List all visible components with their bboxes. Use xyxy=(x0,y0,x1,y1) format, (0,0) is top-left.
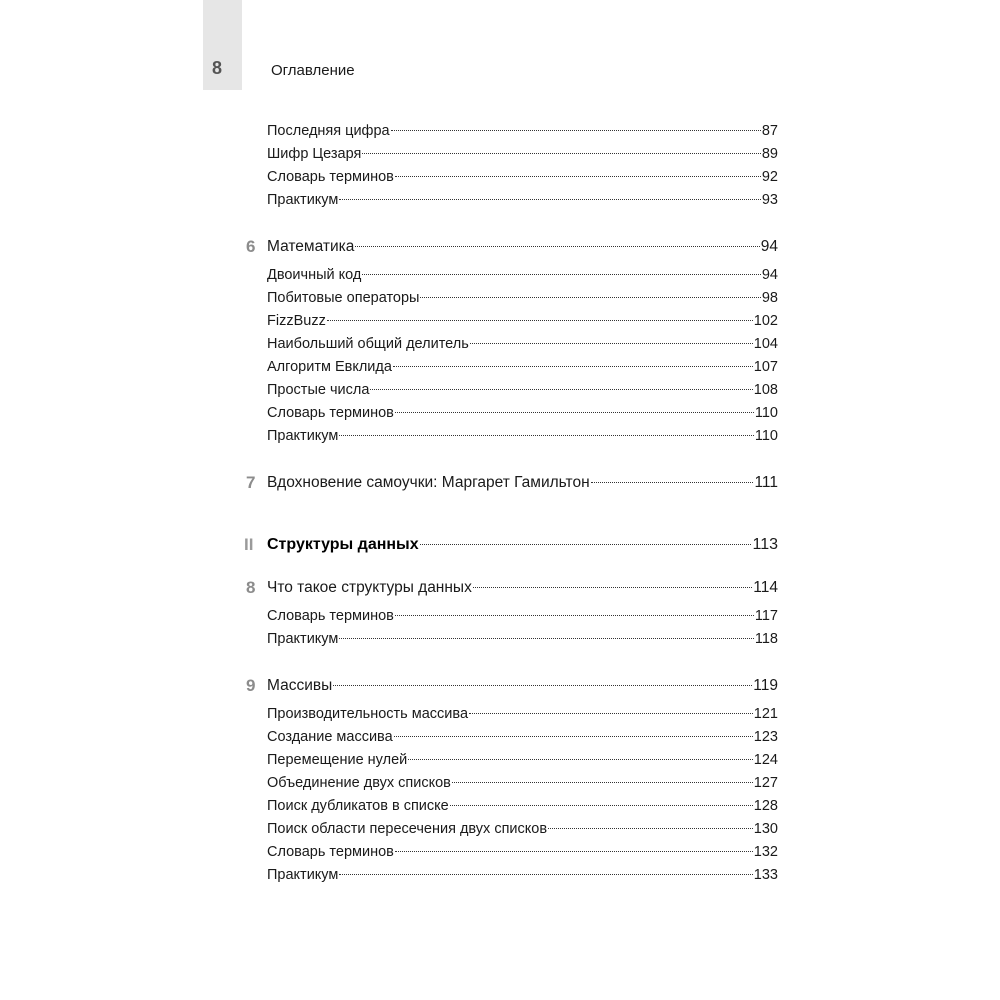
toc-entry-page: 108 xyxy=(753,382,778,398)
dot-leader xyxy=(470,343,753,344)
toc-entry-title: Структуры данных xyxy=(267,536,419,553)
toc-entry[interactable] xyxy=(267,426,778,446)
toc-entry-page: 127 xyxy=(753,775,778,791)
toc-entry-page: 93 xyxy=(761,192,778,208)
toc-entry-page: 89 xyxy=(761,146,778,162)
toc-entry[interactable] xyxy=(267,403,778,423)
dot-leader xyxy=(591,482,754,483)
dot-leader xyxy=(395,851,753,852)
dot-leader xyxy=(452,782,753,783)
toc-entry-title: Практикум xyxy=(267,631,339,647)
toc-entry-page: 133 xyxy=(753,867,778,883)
toc-entry-title: Массивы xyxy=(267,677,333,694)
dot-leader xyxy=(327,320,753,321)
page-number: 8 xyxy=(212,58,223,78)
toc-entry-page: 119 xyxy=(753,677,778,694)
toc-entry-page: 87 xyxy=(761,123,778,139)
toc-entry-title: Перемещение нулей xyxy=(267,752,408,768)
dot-leader xyxy=(473,587,752,588)
toc-entry-page: 130 xyxy=(753,821,778,837)
chapter-number: 6 xyxy=(246,237,256,256)
toc-entry-page: 117 xyxy=(754,608,778,624)
toc-entry-title: Практикум xyxy=(267,192,339,208)
toc-entry-page: 132 xyxy=(753,844,778,860)
toc-entry-page: 128 xyxy=(753,798,778,814)
dot-leader xyxy=(355,246,759,247)
toc-entry[interactable] xyxy=(267,311,778,331)
chapter-number: 7 xyxy=(246,473,256,492)
dot-leader xyxy=(408,759,753,760)
toc-entry-title: Словарь терминов xyxy=(267,844,394,860)
page-number-tab xyxy=(203,0,242,90)
toc-entry-page: 104 xyxy=(753,336,778,352)
toc-entry[interactable] xyxy=(267,167,778,187)
toc-chapter-entry[interactable] xyxy=(246,237,778,257)
toc-entry-title: Побитовые операторы xyxy=(267,290,420,306)
toc-entry-title: Создание массива xyxy=(267,729,393,745)
toc-entry[interactable] xyxy=(267,796,778,816)
toc-entry[interactable] xyxy=(267,121,778,141)
dot-leader xyxy=(333,685,752,686)
toc-entry-title: Двоичный код xyxy=(267,267,362,283)
chapter-number: 9 xyxy=(246,676,256,695)
toc-entry-page: 107 xyxy=(753,359,778,375)
toc-entry-title: Последняя цифра xyxy=(267,123,390,139)
toc-entry-title: FizzBuzz xyxy=(267,313,326,329)
toc-entry[interactable] xyxy=(267,380,778,400)
toc-entry-page: 124 xyxy=(753,752,778,768)
toc-entry[interactable] xyxy=(267,265,778,285)
dot-leader xyxy=(420,544,752,545)
toc-chapter-entry[interactable] xyxy=(246,676,778,696)
dot-leader xyxy=(548,828,753,829)
toc-entry-page: 92 xyxy=(761,169,778,185)
toc-entry[interactable] xyxy=(267,357,778,377)
toc-entry[interactable] xyxy=(267,606,778,626)
toc-entry-page: 111 xyxy=(754,474,778,491)
dot-leader xyxy=(391,130,761,131)
dot-leader xyxy=(339,638,754,639)
toc-entry[interactable] xyxy=(267,704,778,724)
toc-entry-page: 102 xyxy=(753,313,778,329)
dot-leader xyxy=(339,435,754,436)
toc-entry-page: 118 xyxy=(754,631,778,647)
toc-entry[interactable] xyxy=(267,190,778,210)
toc-entry-page: 94 xyxy=(760,238,778,255)
toc-entry-title: Поиск дубликатов в списке xyxy=(267,798,449,814)
toc-entry[interactable] xyxy=(267,865,778,885)
toc-entry[interactable] xyxy=(267,842,778,862)
dot-leader xyxy=(450,805,753,806)
toc-entry-title: Производительность массива xyxy=(267,706,469,722)
dot-leader xyxy=(394,736,753,737)
dot-leader xyxy=(395,412,754,413)
toc-entry-title: Практикум xyxy=(267,867,339,883)
toc-entry[interactable] xyxy=(267,629,778,649)
toc-entry-page: 98 xyxy=(761,290,778,306)
toc-entry-title: Наибольший общий делитель xyxy=(267,336,469,352)
dot-leader xyxy=(393,366,753,367)
dot-leader xyxy=(339,874,752,875)
dot-leader xyxy=(469,713,753,714)
toc-entry-title: Математика xyxy=(267,238,355,255)
chapter-number: 8 xyxy=(246,578,256,597)
toc-entry-title: Объединение двух списков xyxy=(267,775,451,791)
toc-entry[interactable] xyxy=(267,288,778,308)
toc-entry-page: 110 xyxy=(754,428,778,444)
part-number: II xyxy=(244,535,254,554)
toc-entry-page: 123 xyxy=(753,729,778,745)
toc-entry-title: Шифр Цезаря xyxy=(267,146,362,162)
toc-entry[interactable] xyxy=(267,819,778,839)
dot-leader xyxy=(370,389,752,390)
toc-entry-title: Поиск области пересечения двух списков xyxy=(267,821,548,837)
toc-entry-page: 110 xyxy=(754,405,778,421)
toc-entry-title: Простые числа xyxy=(267,382,370,398)
dot-leader xyxy=(339,199,760,200)
dot-leader xyxy=(362,153,761,154)
toc-chapter-entry[interactable] xyxy=(246,473,778,493)
toc-entry-title: Вдохновение самоучки: Маргарет Гамильтон xyxy=(267,474,590,491)
toc-entry[interactable] xyxy=(267,750,778,770)
toc-entry[interactable] xyxy=(267,773,778,793)
dot-leader xyxy=(395,176,761,177)
running-head: Оглавление xyxy=(271,62,355,79)
toc-entry-title: Словарь терминов xyxy=(267,169,394,185)
toc-entry[interactable] xyxy=(267,334,778,354)
toc-entry-page: 121 xyxy=(753,706,778,722)
dot-leader xyxy=(420,297,760,298)
toc-entry-page: 94 xyxy=(761,267,778,283)
toc-entry-page: 114 xyxy=(753,579,778,596)
toc-entry-title: Что такое структуры данных xyxy=(267,579,472,596)
dot-leader xyxy=(395,615,754,616)
toc-entry-title: Словарь терминов xyxy=(267,608,394,624)
toc-entry-title: Алгоритм Евклида xyxy=(267,359,392,375)
toc-entry-title: Словарь терминов xyxy=(267,405,394,421)
toc-part-entry[interactable] xyxy=(244,535,778,555)
toc-chapter-entry[interactable] xyxy=(246,578,778,598)
toc-entry[interactable] xyxy=(267,727,778,747)
toc-entry[interactable] xyxy=(267,144,778,164)
toc-entry-title: Практикум xyxy=(267,428,339,444)
toc-entry-page: 113 xyxy=(752,536,778,553)
dot-leader xyxy=(362,274,761,275)
